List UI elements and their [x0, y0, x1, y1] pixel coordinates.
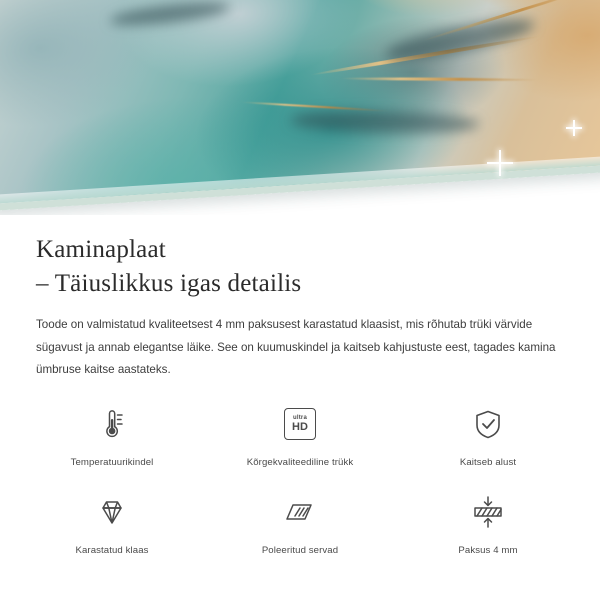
diamond-icon — [92, 490, 132, 534]
thickness-icon — [466, 490, 510, 534]
thermometer-icon — [92, 402, 132, 446]
page-title-line-2: – Täiuslikkus igas detailis — [36, 269, 302, 297]
feature-protects-surface — [394, 402, 582, 490]
feature-grid — [0, 382, 600, 578]
marble-pattern — [0, 0, 600, 204]
hero-image — [0, 0, 600, 215]
ultra-hd-badge-bottom: HD — [292, 420, 308, 433]
dark-wisp — [289, 109, 480, 136]
gold-vein — [340, 77, 540, 81]
feature-label: Poleeritud servad — [261, 544, 339, 556]
feature-label: Temperatuurikindel — [70, 456, 154, 468]
page-title-line-1: Kaminaplaat — [36, 236, 166, 263]
feature-thickness — [394, 490, 582, 578]
product-description: Toode on valmistatud kvaliteetsest 4 mm paksusest karastatud klaasist, mis rõhutab trüki värvide sügavust ja annab elegantse läike. See on kuumuskindel ja kaitseb kahjustuste eest, tagades kamina ümbruse kaitse aastateks. — [36, 318, 556, 377]
feature-label: Paksus 4 mm — [458, 544, 518, 556]
glass-panel — [0, 0, 600, 211]
feature-tempered-glass — [18, 490, 206, 578]
feature-temperature-resistant — [18, 402, 206, 490]
feature-label: Kõrgekvaliteediline trükk — [246, 456, 354, 468]
feature-label: Karastatud klaas — [75, 544, 149, 556]
polished-edges-icon — [278, 490, 322, 534]
feature-polished-edges — [206, 490, 394, 578]
dark-wisp — [110, 0, 231, 30]
feature-high-quality-print — [206, 402, 394, 490]
ultra-hd-badge-top: ultra — [292, 414, 307, 421]
feature-label: Kaitseb alust — [459, 456, 517, 468]
shield-check-icon — [468, 402, 508, 446]
page-title — [0, 215, 600, 300]
content-section — [0, 215, 600, 578]
ultra-hd-icon — [284, 402, 316, 446]
